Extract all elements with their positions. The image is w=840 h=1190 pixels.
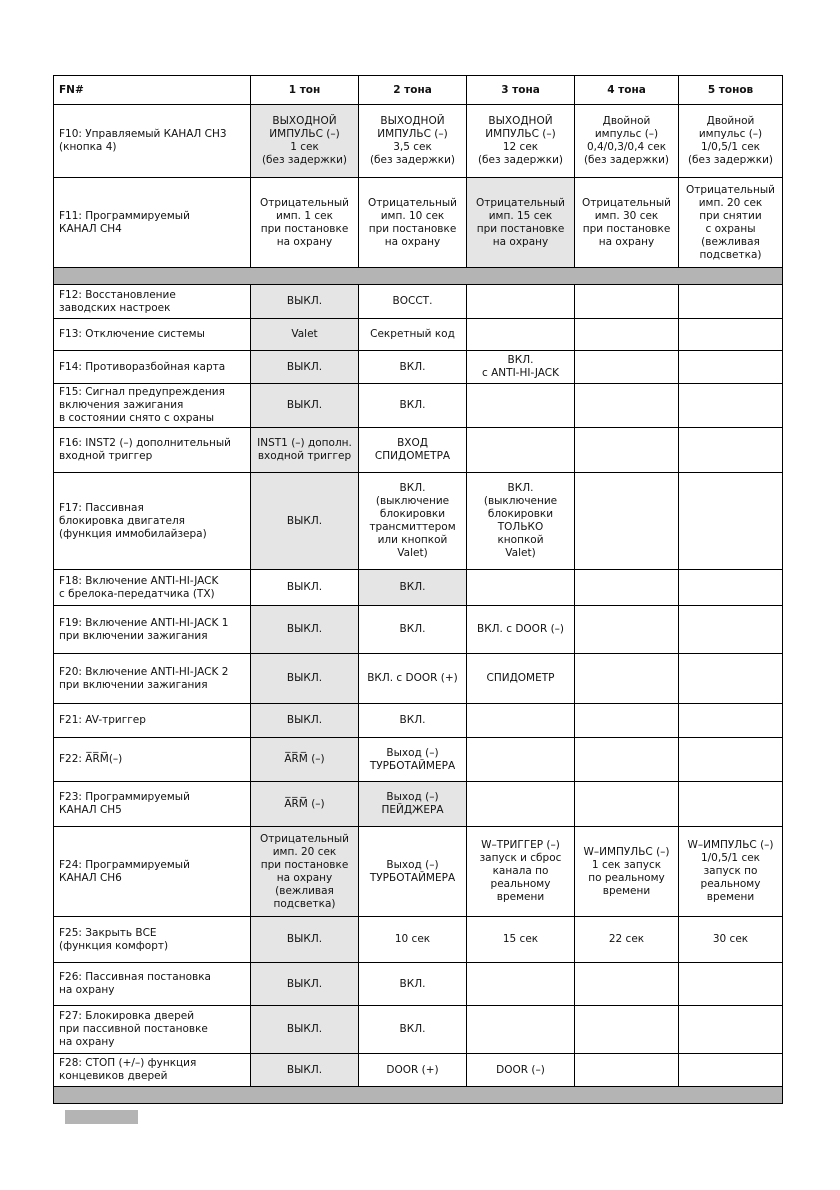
- tone-2-cell: ВКЛ. с DOOR (+): [359, 654, 467, 704]
- tone-5-cell: [679, 570, 783, 606]
- tone-3-cell: [467, 570, 575, 606]
- tone-4-cell: [575, 782, 679, 827]
- tone-1-cell: ВЫКЛ.: [251, 384, 359, 428]
- function-name-cell: F27: Блокировка дверей при пассивной постановке на охрану: [54, 1006, 251, 1054]
- tone-2-cell: ВКЛ.: [359, 704, 467, 738]
- tone-2-cell: Отрицательный имп. 10 сек при постановке на охрану: [359, 178, 467, 268]
- function-table: [53, 75, 783, 1104]
- tone-1-cell: ВЫКЛ.: [251, 1006, 359, 1054]
- tone-1-cell: ВЫКЛ.: [251, 285, 359, 319]
- table-row: [54, 738, 783, 782]
- tone-3-cell: [467, 285, 575, 319]
- tone-1-cell: ВЫКЛ.: [251, 704, 359, 738]
- tone-2-cell: ВЫХОДНОЙ ИМПУЛЬС (–) 3,5 сек (без задержки): [359, 105, 467, 178]
- tone-1-cell: ВЫКЛ.: [251, 654, 359, 704]
- tone-4-cell: [575, 319, 679, 351]
- tone-1-cell: Отрицательный имп. 20 сек при постановке на охрану (вежливая подсветка): [251, 827, 359, 917]
- tone-3-cell: СПИДОМЕТР: [467, 654, 575, 704]
- tone-1-cell: ВЫКЛ.: [251, 963, 359, 1006]
- tone-4-cell: [575, 654, 679, 704]
- tone-4-cell: Двойной импульс (–) 0,4/0,3/0,4 сек (без задержки): [575, 105, 679, 178]
- function-name-cell: F24: Программируемый КАНАЛ CH6: [54, 827, 251, 917]
- tone-5-cell: Отрицательный имп. 20 сек при снятии с охраны (вежливая подсветка): [679, 178, 783, 268]
- tone-3-cell: DOOR (–): [467, 1054, 575, 1087]
- tone-2-cell: DOOR (+): [359, 1054, 467, 1087]
- function-name-cell: F16: INST2 (–) дополнительный входной триггер: [54, 428, 251, 473]
- tone-2-cell: ВОССТ.: [359, 285, 467, 319]
- tone-1-cell: ВЫКЛ.: [251, 351, 359, 384]
- function-name-cell: F25: Закрыть ВСЕ (функция комфорт): [54, 917, 251, 963]
- tone-4-cell: [575, 428, 679, 473]
- header-tone-2: 2 тона: [359, 76, 467, 105]
- header-tone-5: 5 тонов: [679, 76, 783, 105]
- tone-2-cell: Выход (–) ТУРБОТАЙМЕРА: [359, 827, 467, 917]
- function-name-cell: F18: Включение ANTI-HI-JACK с брелока-передатчика (TX): [54, 570, 251, 606]
- tone-2-cell: ВКЛ.: [359, 351, 467, 384]
- header-tone-3: 3 тона: [467, 76, 575, 105]
- tone-1-cell: A̅R̅M̅ (–): [251, 782, 359, 827]
- tone-5-cell: [679, 654, 783, 704]
- function-name-cell: F10: Управляемый КАНАЛ CH3 (кнопка 4): [54, 105, 251, 178]
- tone-3-cell: [467, 782, 575, 827]
- tone-3-cell: 15 сек: [467, 917, 575, 963]
- function-name-cell: F21: AV-триггер: [54, 704, 251, 738]
- tone-5-cell: [679, 319, 783, 351]
- table-row: [54, 384, 783, 428]
- function-name-cell: F13: Отключение системы: [54, 319, 251, 351]
- footer-bar: [65, 1110, 138, 1124]
- function-name-cell: F11: Программируемый КАНАЛ CH4: [54, 178, 251, 268]
- table-row: [54, 473, 783, 570]
- tone-2-cell: ВКЛ.: [359, 1006, 467, 1054]
- tone-3-cell: ВКЛ. с DOOR (–): [467, 606, 575, 654]
- tone-4-cell: Отрицательный имп. 30 сек при постановке на охрану: [575, 178, 679, 268]
- function-name-cell: F12: Восстановление заводских настроек: [54, 285, 251, 319]
- table-row: [54, 105, 783, 178]
- tone-3-cell: [467, 963, 575, 1006]
- tone-5-cell: [679, 428, 783, 473]
- table-row: [54, 827, 783, 917]
- tone-3-cell: [467, 319, 575, 351]
- tone-2-cell: ВКЛ.: [359, 384, 467, 428]
- table-row: [54, 285, 783, 319]
- tone-5-cell: [679, 1006, 783, 1054]
- tone-1-cell: ВЫКЛ.: [251, 1054, 359, 1087]
- table-row: [54, 917, 783, 963]
- tone-3-cell: [467, 1006, 575, 1054]
- table-row: [54, 319, 783, 351]
- tone-3-cell: [467, 704, 575, 738]
- tone-2-cell: ВКЛ.: [359, 606, 467, 654]
- function-name-cell: F17: Пассивная блокировка двигателя (функция иммобилайзера): [54, 473, 251, 570]
- header-tone-4: 4 тона: [575, 76, 679, 105]
- tone-3-cell: [467, 738, 575, 782]
- tone-5-cell: [679, 606, 783, 654]
- tone-3-cell: Отрицательный имп. 15 сек при постановке на охрану: [467, 178, 575, 268]
- tone-4-cell: [575, 351, 679, 384]
- table-row: [54, 606, 783, 654]
- tone-1-cell: ВЫХОДНОЙ ИМПУЛЬС (–) 1 сек (без задержки): [251, 105, 359, 178]
- tone-2-cell: ВКЛ.: [359, 963, 467, 1006]
- tone-2-cell: Выход (–) ТУРБОТАЙМЕРА: [359, 738, 467, 782]
- tone-4-cell: [575, 606, 679, 654]
- separator-row: [54, 268, 783, 285]
- tone-1-cell: INST1 (–) дополн. входной триггер: [251, 428, 359, 473]
- tone-2-cell: 10 сек: [359, 917, 467, 963]
- tone-1-cell: A̅R̅M̅ (–): [251, 738, 359, 782]
- separator-row: [54, 1087, 783, 1104]
- table-row: [54, 178, 783, 268]
- tone-1-cell: ВЫКЛ.: [251, 606, 359, 654]
- tone-5-cell: [679, 704, 783, 738]
- tone-5-cell: [679, 473, 783, 570]
- function-name-cell: F19: Включение ANTI-HI-JACK 1 при включении зажигания: [54, 606, 251, 654]
- tone-2-cell: ВХОД СПИДОМЕТРА: [359, 428, 467, 473]
- header-tone-1: 1 тон: [251, 76, 359, 105]
- tone-5-cell: [679, 963, 783, 1006]
- table-row: [54, 1054, 783, 1087]
- function-name-cell: F26: Пассивная постановка на охрану: [54, 963, 251, 1006]
- tone-1-cell: ВЫКЛ.: [251, 917, 359, 963]
- tone-4-cell: W–ИМПУЛЬС (–) 1 сек запуск по реальному времени: [575, 827, 679, 917]
- header-fn: FN#: [54, 76, 251, 105]
- table-row: [54, 570, 783, 606]
- header-row: [54, 76, 783, 105]
- table-row: [54, 1006, 783, 1054]
- tone-3-cell: [467, 428, 575, 473]
- function-name-cell: F23: Программируемый КАНАЛ CH5: [54, 782, 251, 827]
- tone-5-cell: [679, 351, 783, 384]
- tone-3-cell: ВКЛ. (выключение блокировки ТОЛЬКО кнопкой Valet): [467, 473, 575, 570]
- tone-1-cell: ВЫКЛ.: [251, 570, 359, 606]
- table-row: [54, 351, 783, 384]
- tone-4-cell: [575, 384, 679, 428]
- table-row: [54, 704, 783, 738]
- tone-5-cell: [679, 1054, 783, 1087]
- tone-4-cell: [575, 1054, 679, 1087]
- tone-5-cell: [679, 285, 783, 319]
- tone-2-cell: Выход (–) ПЕЙДЖЕРА: [359, 782, 467, 827]
- tone-3-cell: [467, 384, 575, 428]
- tone-4-cell: [575, 1006, 679, 1054]
- separator-cell: [54, 1087, 783, 1104]
- tone-5-cell: Двойной импульс (–) 1/0,5/1 сек (без задержки): [679, 105, 783, 178]
- tone-2-cell: ВКЛ. (выключение блокировки трансмиттером или кнопкой Valet): [359, 473, 467, 570]
- tone-4-cell: [575, 963, 679, 1006]
- table-row: [54, 428, 783, 473]
- function-name-cell: F14: Противоразбойная карта: [54, 351, 251, 384]
- tone-2-cell: ВКЛ.: [359, 570, 467, 606]
- tone-4-cell: [575, 570, 679, 606]
- tone-5-cell: 30 сек: [679, 917, 783, 963]
- tone-1-cell: Отрицательный имп. 1 сек при постановке на охрану: [251, 178, 359, 268]
- tone-4-cell: [575, 704, 679, 738]
- function-name-cell: F20: Включение ANTI-HI-JACK 2 при включении зажигания: [54, 654, 251, 704]
- tone-5-cell: [679, 738, 783, 782]
- tone-2-cell: Секретный код: [359, 319, 467, 351]
- tone-3-cell: ВКЛ. с ANTI-HI-JACK: [467, 351, 575, 384]
- table-row: [54, 654, 783, 704]
- tone-5-cell: [679, 782, 783, 827]
- table-row: [54, 963, 783, 1006]
- function-name-cell: F28: СТОП (+/–) функция концевиков дверей: [54, 1054, 251, 1087]
- function-name-cell: F15: Сигнал предупреждения включения зажигания в состоянии снято с охраны: [54, 384, 251, 428]
- tone-4-cell: [575, 285, 679, 319]
- tone-1-cell: Valet: [251, 319, 359, 351]
- tone-1-cell: ВЫКЛ.: [251, 473, 359, 570]
- tone-3-cell: W–ТРИГГЕР (–) запуск и сброс канала по реальному времени: [467, 827, 575, 917]
- tone-5-cell: [679, 384, 783, 428]
- separator-cell: [54, 268, 783, 285]
- tone-4-cell: [575, 738, 679, 782]
- tone-4-cell: [575, 473, 679, 570]
- tone-4-cell: 22 сек: [575, 917, 679, 963]
- function-name-cell: F22: A̅R̅M̅(–): [54, 738, 251, 782]
- table-row: [54, 782, 783, 827]
- tone-3-cell: ВЫХОДНОЙ ИМПУЛЬС (–) 12 сек (без задержки): [467, 105, 575, 178]
- tone-5-cell: W–ИМПУЛЬС (–) 1/0,5/1 сек запуск по реальному времени: [679, 827, 783, 917]
